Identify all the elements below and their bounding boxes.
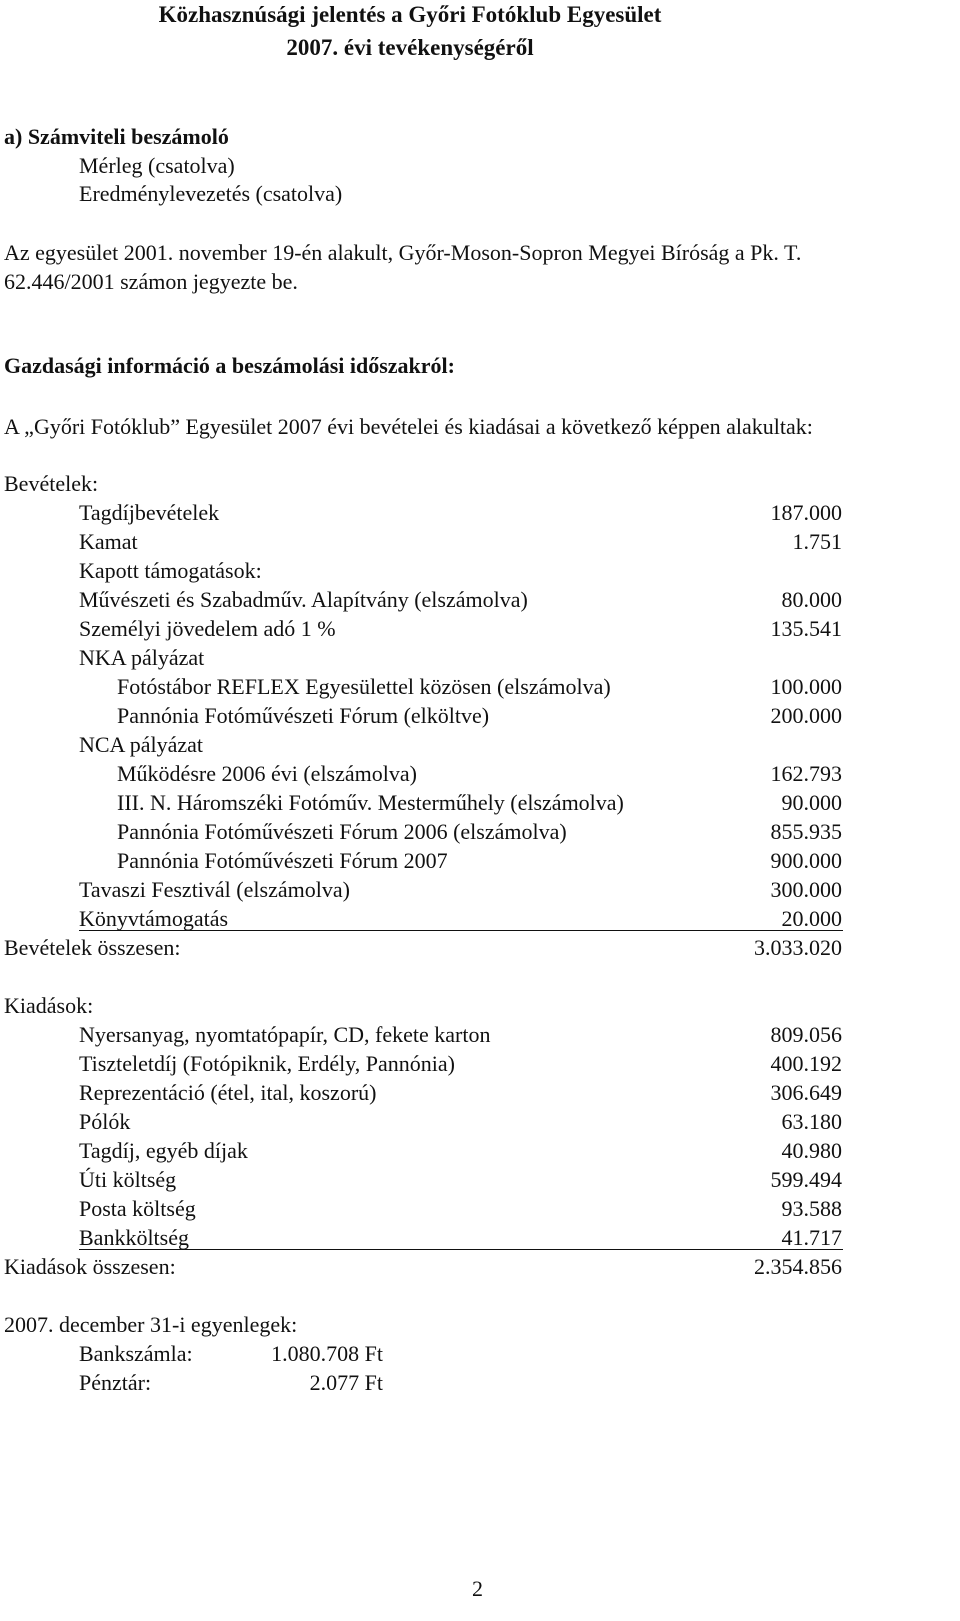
income-row-label: Tavaszi Fesztivál (elszámolva)	[79, 877, 350, 902]
section-a-item: Mérleg (csatolva)	[79, 153, 235, 178]
income-row-label: Kapott támogatások:	[79, 558, 262, 583]
income-row-label: Fotóstábor REFLEX Egyesülettel közösen (elszámolva)	[117, 674, 611, 699]
income-row-value: 100.000	[770, 674, 842, 699]
economic-heading: Gazdasági információ a beszámolási időszakról:	[4, 353, 455, 378]
section-a-heading: a) Számviteli beszámoló	[4, 124, 229, 149]
expense-row-value: 809.056	[770, 1022, 842, 1047]
expense-row-label: Reprezentáció (étel, ital, koszorú)	[79, 1080, 377, 1105]
expenses-heading: Kiadások:	[4, 993, 94, 1018]
expense-row-label: Úti költség	[79, 1167, 177, 1192]
registration-line-2: 62.446/2001 számon jegyezte be.	[4, 269, 298, 294]
expense-row-value: 41.717	[781, 1225, 842, 1250]
income-row-value: 855.935	[770, 819, 842, 844]
balance-cash-value: 2.077 Ft	[309, 1370, 383, 1395]
income-heading: Bevételek:	[4, 471, 99, 496]
expense-row-value: 63.180	[781, 1109, 842, 1134]
income-row-value: 1.751	[792, 529, 842, 554]
income-row-label: Személyi jövedelem adó 1 %	[79, 616, 336, 641]
expense-row-label: Posta költség	[79, 1196, 196, 1221]
balance-cash-label: Pénztár:	[79, 1370, 152, 1395]
income-row-value: 900.000	[770, 848, 842, 873]
expense-row-label: Bankköltség	[79, 1225, 189, 1250]
document-title-line-1: Közhasznúsági jelentés a Győri Fotóklub Egyesület	[158, 2, 662, 27]
expense-row-value: 40.980	[781, 1138, 842, 1163]
income-row-label: Művészeti és Szabadműv. Alapítvány (elszámolva)	[79, 587, 528, 612]
expenses-total-rule	[79, 1249, 843, 1250]
expense-row-label: Nyersanyag, nyomtatópapír, CD, fekete karton	[79, 1022, 491, 1047]
registration-line-1: Az egyesület 2001. november 19-én alakult, Győr-Moson-Sopron Megyei Bíróság a Pk. T.	[4, 240, 802, 265]
income-row-label: Működésre 2006 évi (elszámolva)	[117, 761, 417, 786]
income-row-label: Tagdíjbevételek	[79, 500, 220, 525]
income-row-label: NCA pályázat	[79, 732, 204, 757]
income-row-value: 135.541	[770, 616, 842, 641]
income-total-rule	[79, 930, 843, 931]
document-title-line-2: 2007. évi tevékenységéről	[286, 35, 534, 60]
income-row-value: 162.793	[770, 761, 842, 786]
expense-row-label: Pólók	[79, 1109, 131, 1134]
expenses-total-label: Kiadások összesen:	[4, 1254, 176, 1279]
income-row-label: Kamat	[79, 529, 138, 554]
income-row-value: 187.000	[770, 500, 842, 525]
income-row-label: Könyvtámogatás	[79, 906, 229, 931]
income-row-label: Pannónia Fotóművészeti Fórum 2006 (elszámolva)	[117, 819, 567, 844]
balance-bank-label: Bankszámla:	[79, 1341, 193, 1366]
income-row-value: 20.000	[781, 906, 842, 931]
balance-bank-value: 1.080.708 Ft	[271, 1341, 383, 1366]
income-total-label: Bevételek összesen:	[4, 935, 181, 960]
expense-row-value: 306.649	[770, 1080, 842, 1105]
section-a-item: Eredménylevezetés (csatolva)	[79, 181, 343, 206]
expense-row-value: 93.588	[781, 1196, 842, 1221]
economic-intro: A „Győri Fotóklub” Egyesület 2007 évi bevételei és kiadásai a következő képpen alakultak:	[4, 414, 813, 439]
balances-heading: 2007. december 31-i egyenlegek:	[4, 1312, 298, 1337]
expenses-total-value: 2.354.856	[754, 1254, 842, 1279]
expense-row-label: Tiszteletdíj (Fotópiknik, Erdély, Pannónia)	[79, 1051, 456, 1076]
expense-row-value: 599.494	[770, 1167, 842, 1192]
page-number: 2	[472, 1576, 483, 1601]
income-row-label: Pannónia Fotóművészeti Fórum 2007	[117, 848, 448, 873]
income-row-value: 300.000	[770, 877, 842, 902]
expense-row-value: 400.192	[770, 1051, 842, 1076]
income-row-label: III. N. Háromszéki Fotóműv. Mesterműhely (elszámolva)	[117, 790, 624, 815]
expense-row-label: Tagdíj, egyéb díjak	[79, 1138, 248, 1163]
income-total-value: 3.033.020	[754, 935, 842, 960]
income-row-value: 200.000	[770, 703, 842, 728]
income-row-value: 80.000	[781, 587, 842, 612]
income-row-label: NKA pályázat	[79, 645, 205, 670]
income-row-value: 90.000	[781, 790, 842, 815]
income-row-label: Pannónia Fotóművészeti Fórum (elköltve)	[117, 703, 490, 728]
